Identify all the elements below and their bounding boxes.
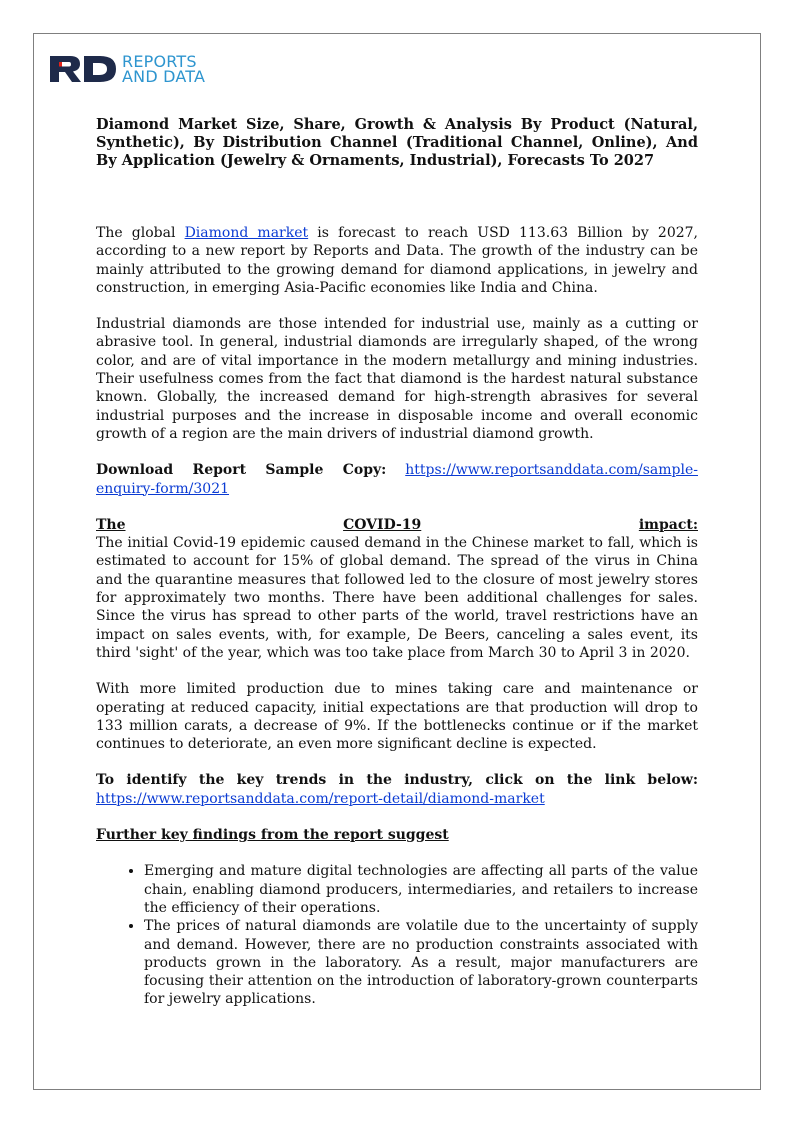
rd-logo-icon <box>50 56 116 82</box>
covid-heading-word-3: impact: <box>638 516 698 533</box>
covid-heading-word-1: The <box>96 516 126 533</box>
list-item: • The prices of natural diamonds are volatile due to the uncertainty of supply and demand. However, there are no production constraints associated with products grown in the laboratory. As a result, major manufacturers are focusing their attention on the introduction of laboratory-grown counterparts for jewelry applications. <box>144 917 698 1008</box>
brand-line-2: AND DATA <box>122 67 206 86</box>
brand-line-1: REPORTS <box>122 52 197 71</box>
trends-paragraph <box>96 771 698 808</box>
document-body <box>96 116 698 1009</box>
download-paragraph <box>96 461 698 498</box>
report-detail-link[interactable]: https://www.reportsanddata.com/report-detail/diamond-market <box>96 790 545 807</box>
findings-heading: Further key findings from the report suggest <box>96 827 449 844</box>
production-paragraph: With more limited production due to mines taking care and maintenance or operating at reduced capacity, initial expectations are that production will drop to 133 million carats, a decrease of 9%. If the bottlenecks continue or if the market continues to deteriorate, an even more significant decline is expected. <box>96 681 698 753</box>
list-item: • Emerging and mature digital technologies are affecting all parts of the value chain, enabling diamond producers, intermediaries, and retailers to increase the efficiency of their operations. <box>144 862 698 917</box>
covid-heading-word-2: COVID-19 <box>343 516 422 533</box>
trends-label: To identify the key trends in the industry, click on the link below: <box>96 772 698 789</box>
covid-paragraph: The initial Covid-19 epidemic caused demand in the Chinese market to fall, which is estimated to account for 15% of global demand. The spread of the virus in China and the quarantine measures that followed led to the closure of most jewelry stores for approximately two months. There have been additional challenges for sales. Since the virus has spread to other parts of the world, travel restrictions have an impact on sales events, with, for example, De Beers, canceling a sales event, its third 'sight' of the year, which was too take place from March 30 to April 3 in 2020. <box>96 535 698 661</box>
download-label: Download Report Sample Copy: <box>96 462 387 479</box>
sample-enquiry-link[interactable]: https://www.reportsanddata.com/sample-enquiry-form/3021 <box>96 462 698 497</box>
intro-post: is forecast to reach USD 113.63 Billion by 2027, according to a new report by Reports and Data. The growth of the industry can be mainly attributed to the growing demand for diamond applications, in jewelry and construction, in emerging Asia-Pacific economies like India and China. <box>96 225 698 296</box>
brand-name <box>122 54 205 84</box>
covid-heading <box>96 516 698 534</box>
intro-pre: The global <box>96 225 185 241</box>
diamond-market-link[interactable]: Diamond market <box>184 225 309 241</box>
brand-logo <box>50 54 205 84</box>
industrial-paragraph: Industrial diamonds are those intended for industrial use, mainly as a cutting or abrasive tool. In general, industrial diamonds are irregularly shaped, of the wrong color, and are of vital importance in the modern metallurgy and mining industries. Their usefulness comes from the fact that diamond is the hardest natural substance known. Globally, the increased demand for high-strength abrasives for several industrial purposes and the increase in disposable income and overall economic growth of a region are the main drivers of industrial diamond growth. <box>96 316 698 442</box>
intro-paragraph <box>96 224 698 297</box>
report-title: Diamond Market Size, Share, Growth & Analysis By Product (Natural, Synthetic), By Distribution Channel (Traditional Channel, Online), And By Application (Jewelry & Ornaments, Industrial), Forecasts To 2027 <box>96 116 698 169</box>
findings-list <box>96 862 698 1008</box>
